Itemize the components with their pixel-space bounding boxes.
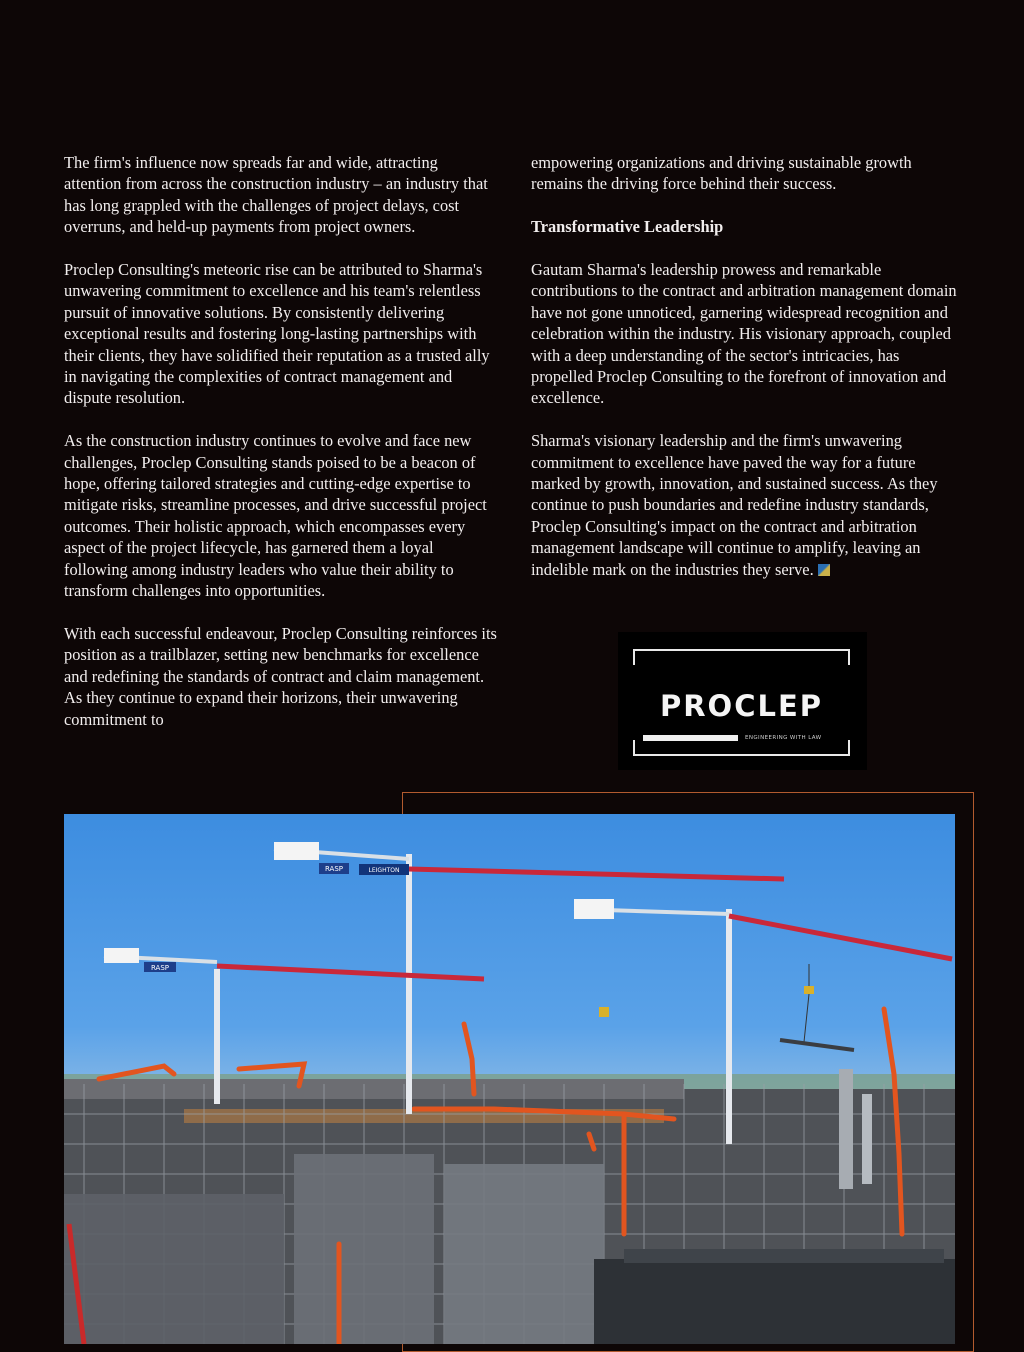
crane-sign: RASP bbox=[150, 964, 170, 972]
article-left-column bbox=[64, 152, 498, 751]
end-of-article-icon bbox=[818, 564, 830, 576]
paragraph: Gautam Sharma's leadership prowess and remarkable contributions to the contract and arbitration management domain have not gone unnoticed, garnering widespread recognition and celebration within the industry. His visionary approach, coupled with a deep understanding of the sector's intricacies, has propelled Proclep Consulting to the forefront of innovation and excellence. bbox=[531, 260, 957, 408]
proclep-logo bbox=[618, 632, 867, 770]
logo-tagline: ENGINEERING WITH LAW bbox=[745, 735, 822, 741]
paragraph: Proclep Consulting's meteoric rise can be attributed to Sharma's unwavering commitment to excellence and his team's relentless pursuit of innovative solutions. By consistently delivering exceptional results and fostering long-lasting partnerships with their clients, they have solidified their reputation as a trusted ally in navigating the complexities of contract management and dispute resolution. bbox=[64, 260, 490, 408]
section-heading: Transformative Leadership bbox=[531, 217, 724, 237]
construction-site-photo bbox=[64, 814, 955, 1344]
logo-bar bbox=[643, 735, 738, 741]
paragraph-text: Sharma's visionary leadership and the firm's unwavering commitment to excellence have paved the way for a future marked by growth, innovation, and sustained success. As they continue to push boundaries and redefine industry standards, Proclep Consulting's impact on the contract and arbitration management landscape will continue to amplify, leaving an indelible mark on the industries they serve. bbox=[531, 431, 938, 579]
paragraph bbox=[531, 430, 961, 580]
crane-sign: RASP bbox=[324, 865, 344, 873]
logo-wordmark: PROCLEP bbox=[659, 689, 824, 723]
construction-scene bbox=[64, 814, 955, 1344]
article-right-column bbox=[531, 152, 961, 601]
paragraph: As the construction industry continues to evolve and face new challenges, Proclep Consulting stands poised to be a beacon of hope, offering tailored strategies and cutting-edge expertise to mitigate risks, streamline processes, and drive successful project outcomes. Their holistic approach, which encompasses every aspect of the project lifecycle, has garnered them a loyal following among industry leaders who value their ability to transform challenges into opportunities. bbox=[64, 431, 487, 601]
crane-sign: LEIGHTON bbox=[368, 867, 400, 874]
paragraph: With each successful endeavour, Proclep Consulting reinforces its position as a trailblazer, setting new benchmarks for excellence and redefining the standards of contract and claim management. As they continue to expand their horizons, their unwavering commitment to bbox=[64, 623, 497, 729]
paragraph: The firm's influence now spreads far and wide, attracting attention from across the construction industry – an industry that has long grappled with the challenges of project delays, cost overruns, and held-up payments from project owners. bbox=[64, 153, 488, 237]
logo-frame bbox=[633, 649, 850, 756]
paragraph: empowering organizations and driving sustainable growth remains the driving force behind their success. bbox=[531, 153, 912, 194]
